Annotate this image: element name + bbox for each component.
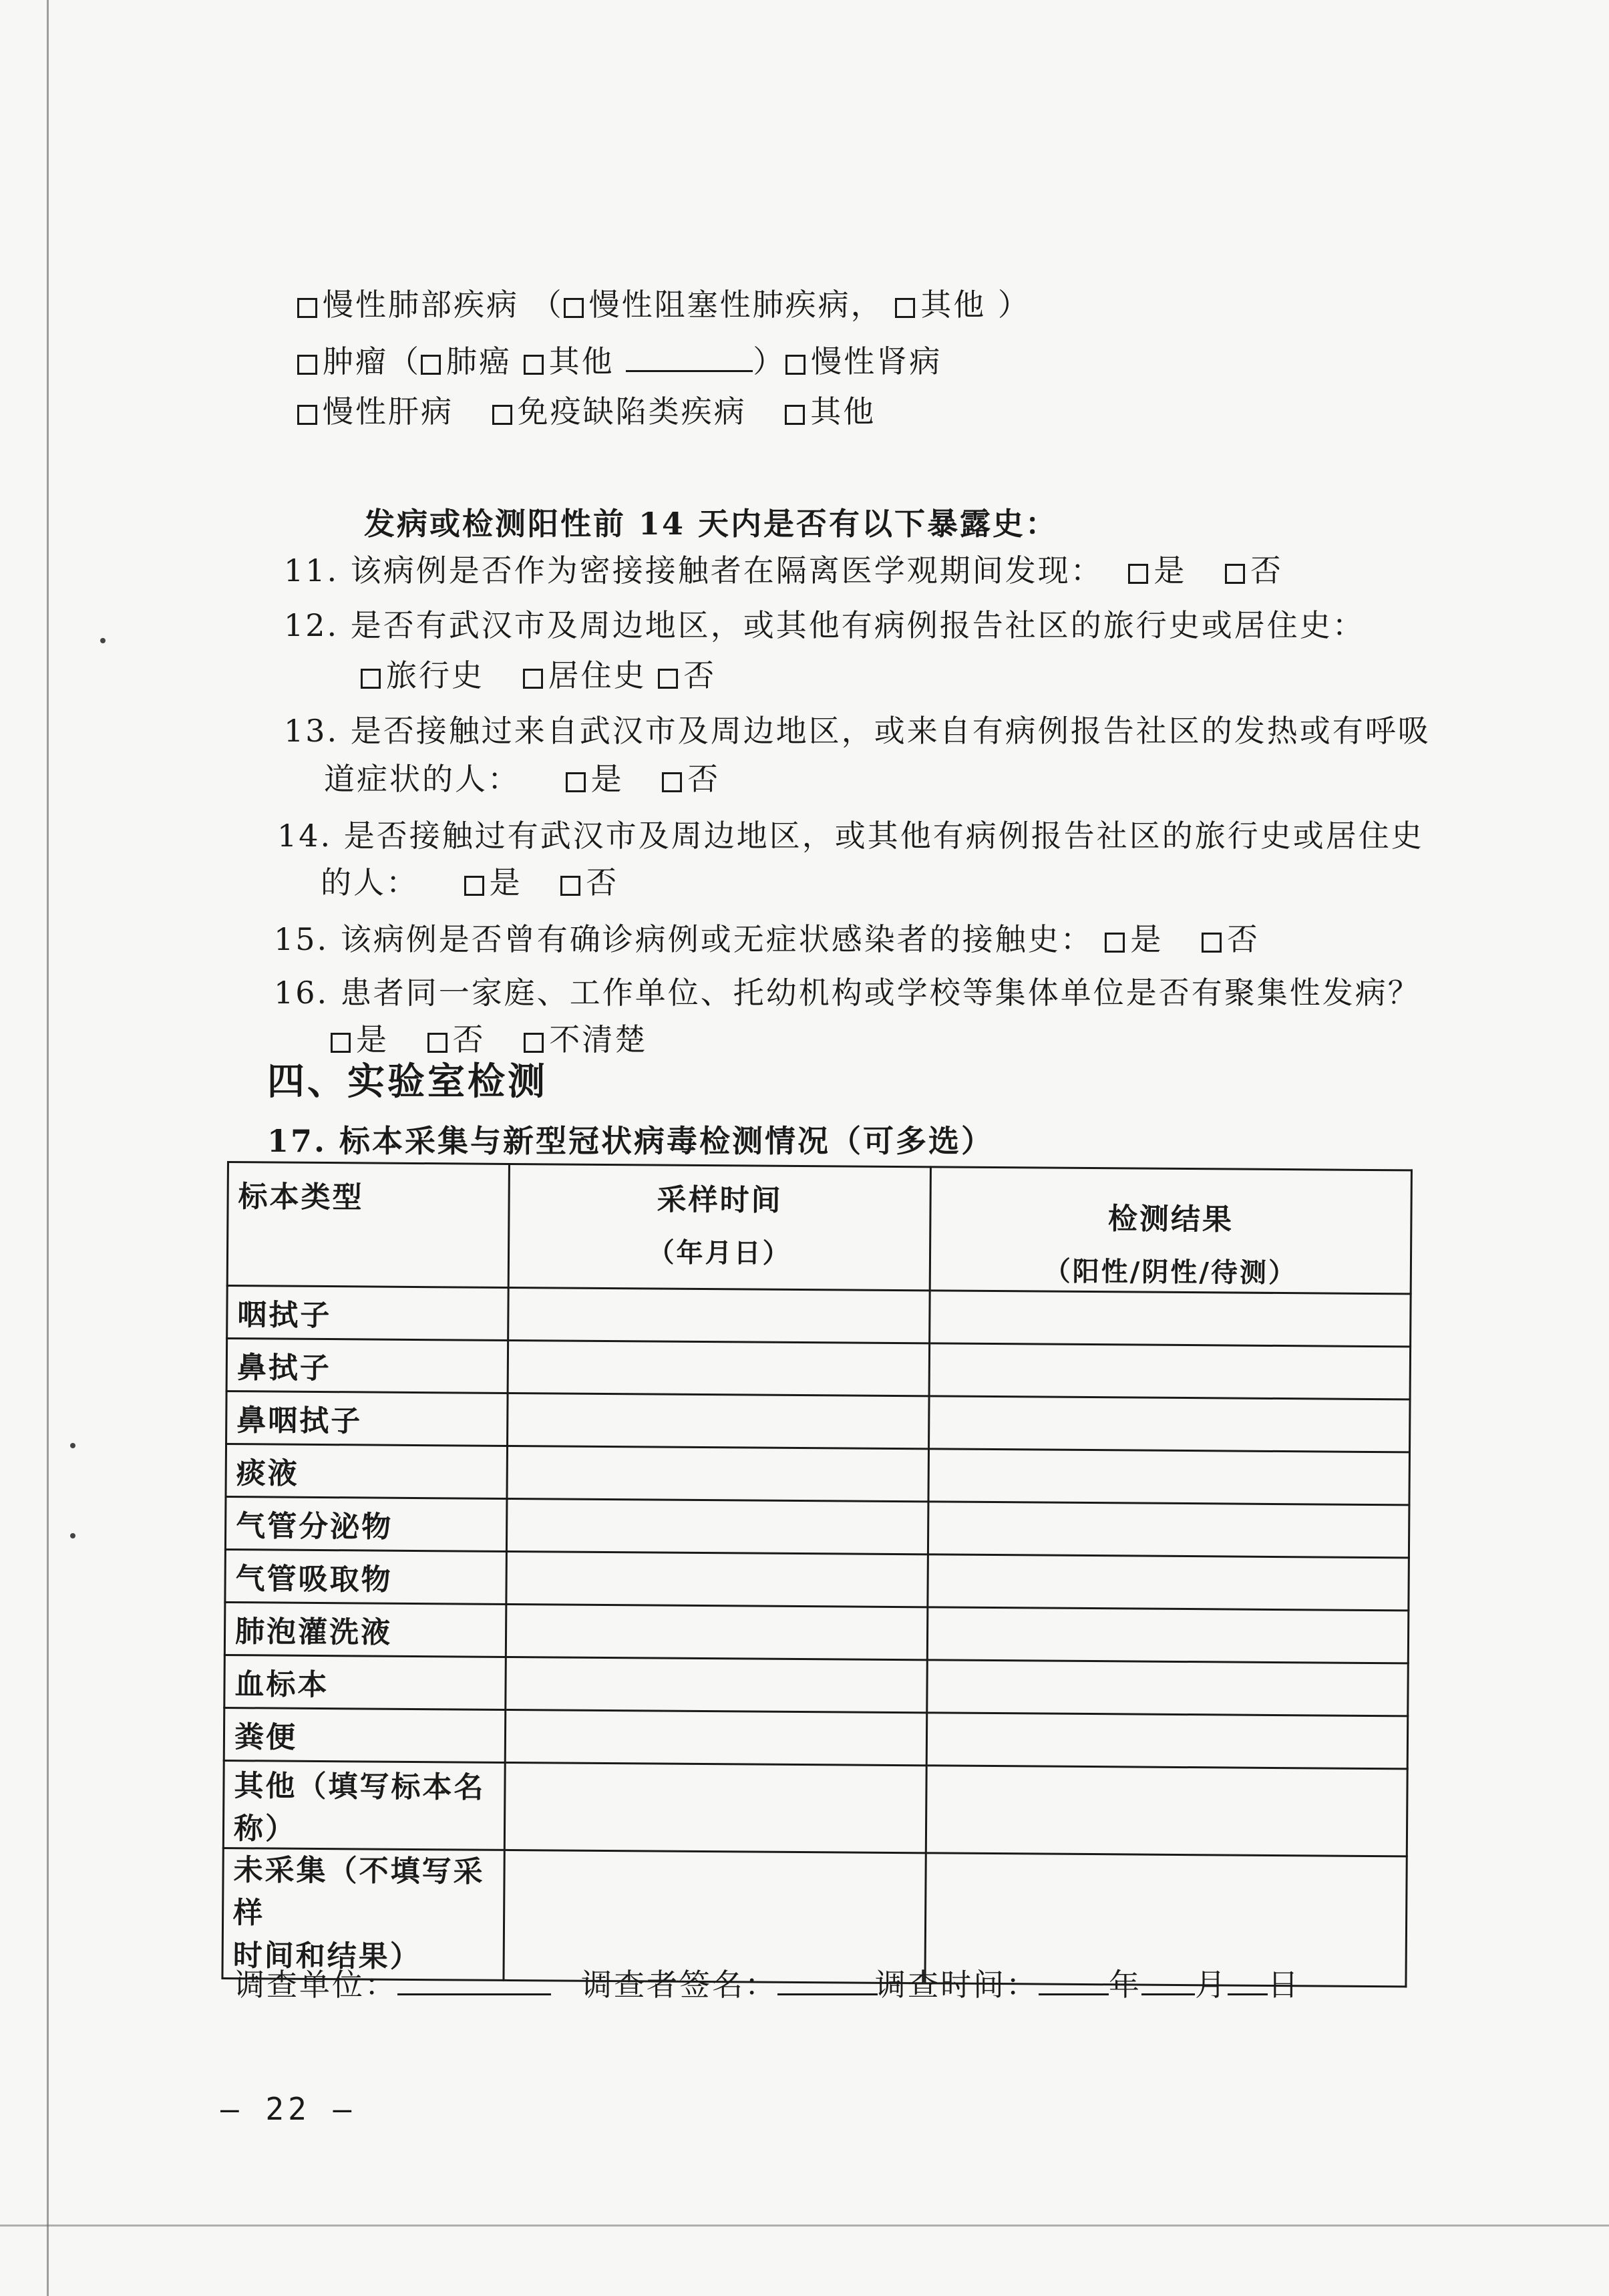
table-row — [226, 1444, 1410, 1505]
test-result-cell[interactable] — [926, 1766, 1407, 1856]
investigator-signature-blank[interactable] — [777, 1993, 878, 1995]
disease-line-1: 慢性肺部疾病 （ 慢性阻塞性肺疾病， 其他 ） — [297, 281, 1031, 325]
table-row — [224, 1707, 1408, 1768]
checkbox-travel[interactable] — [361, 669, 381, 689]
question-14: 14. 是否接触过有武汉市及周边地区，或其他有病例报告社区的旅行史或居住史 — [277, 818, 1424, 854]
sampling-time-cell[interactable] — [506, 1551, 928, 1607]
table-row — [226, 1339, 1411, 1400]
sampling-time-cell[interactable] — [506, 1657, 928, 1712]
test-result-cell[interactable] — [927, 1607, 1409, 1663]
col-specimen-type: 标本类型 — [227, 1162, 509, 1288]
question-16: 16. 患者同一家庭、工作单位、托幼机构或学校等集体单位是否有聚集性发病？ — [274, 975, 1421, 1011]
col-test-result: 检测结果 （阳性/阴性/待测） — [930, 1167, 1411, 1294]
checkbox-yes[interactable] — [566, 772, 586, 792]
sampling-time-cell[interactable] — [505, 1709, 927, 1765]
table-row — [227, 1286, 1411, 1347]
question-16-options: 是 否 不清楚 — [331, 1015, 647, 1059]
page-number: — 22 — — [220, 2091, 356, 2127]
checkbox[interactable] — [895, 298, 915, 318]
question-15: 15. 该病例是否曾有确诊病例或无症状感染者的接触史： 是 否 — [274, 921, 1260, 957]
specimen-label: 鼻咽拭子 — [226, 1391, 508, 1446]
test-result-cell[interactable] — [928, 1502, 1409, 1558]
checkbox[interactable] — [421, 355, 441, 375]
test-result-cell[interactable] — [927, 1660, 1409, 1716]
test-result-cell[interactable] — [929, 1396, 1411, 1452]
specimen-label: 肺泡灌洗液 — [224, 1602, 506, 1657]
checkbox[interactable] — [785, 405, 805, 425]
question-13: 13. 是否接触过来自武汉市及周边地区，或来自有病例报告社区的发热或有呼吸 — [284, 713, 1431, 749]
specimen-label: 痰液 — [226, 1444, 508, 1499]
checkbox[interactable] — [492, 405, 512, 425]
checkbox-no[interactable] — [560, 876, 580, 896]
checkbox[interactable] — [297, 405, 317, 425]
specimen-label: 未采集（不填写采样 时间和结果） — [222, 1848, 504, 1980]
scan-edge-bottom — [0, 2225, 1609, 2227]
question-14-line2: 的人： 是 否 — [321, 864, 619, 900]
checkbox-residence[interactable] — [523, 669, 543, 689]
test-result-cell[interactable] — [930, 1291, 1411, 1347]
sampling-time-cell[interactable] — [508, 1287, 930, 1343]
exposure-heading: 发病或检测阳性前 14 天内是否有以下暴露史： — [364, 506, 1059, 542]
specimen-label: 咽拭子 — [227, 1286, 509, 1341]
table-row — [224, 1602, 1409, 1663]
checkbox-unknown[interactable] — [524, 1033, 544, 1053]
survey-unit-field: 调查单位： — [234, 1961, 551, 2005]
table-header-row — [227, 1162, 1411, 1294]
sampling-time-cell[interactable] — [507, 1446, 929, 1501]
disease-line-2: 肿瘤（ 肺癌 其他 ） 慢性肾病 — [297, 337, 942, 381]
checkbox[interactable] — [297, 355, 317, 375]
table-row — [223, 1760, 1407, 1856]
year-blank[interactable] — [1039, 1993, 1109, 1995]
scan-speck — [100, 638, 106, 643]
investigator-field: 调查者签名： — [581, 1961, 878, 2005]
specimen-table — [221, 1161, 1413, 1987]
col-sampling-time: 采样时间 （年月日） — [508, 1164, 930, 1290]
checkbox-no[interactable] — [427, 1033, 448, 1053]
checkbox-yes[interactable] — [1128, 564, 1148, 584]
sampling-time-cell[interactable] — [506, 1498, 928, 1554]
specimen-label: 气管吸取物 — [225, 1549, 507, 1604]
test-result-cell[interactable] — [929, 1343, 1411, 1400]
scan-edge-left — [47, 0, 49, 2296]
sampling-time-cell[interactable] — [508, 1340, 930, 1396]
checkbox-yes[interactable] — [331, 1033, 351, 1053]
checkbox-no[interactable] — [1225, 564, 1245, 584]
sampling-time-cell[interactable] — [506, 1604, 928, 1659]
question-11: 11. 该病例是否作为密接接触者在隔离医学观期间发现： 是 否 — [284, 552, 1284, 589]
test-result-cell[interactable] — [926, 1713, 1408, 1769]
checkbox-no[interactable] — [662, 772, 682, 792]
section-title: 四、实验室检测 — [267, 1060, 548, 1104]
disease-line-3: 慢性肝病 免疫缺陷类疾病 其他 — [297, 387, 876, 432]
survey-date-field: 调查时间： 年 月 日 — [875, 1967, 1300, 2003]
question-12-options: 旅行史 居住史 否 — [361, 651, 716, 695]
question-12: 12. 是否有武汉市及周边地区，或其他有病例报告社区的旅行史或居住史： — [284, 607, 1365, 643]
checkbox[interactable] — [524, 355, 544, 375]
checkbox-yes[interactable] — [464, 876, 484, 896]
day-blank[interactable] — [1228, 1993, 1268, 1995]
specimen-label: 其他（填写标本名称） — [223, 1760, 505, 1850]
table-row — [225, 1496, 1409, 1557]
scan-speck — [70, 1443, 75, 1448]
survey-unit-blank[interactable] — [397, 1993, 551, 1995]
checkbox[interactable] — [564, 298, 584, 318]
fill-blank[interactable] — [626, 369, 753, 372]
table-row — [226, 1391, 1411, 1452]
checkbox-yes[interactable] — [1105, 933, 1125, 953]
checkbox[interactable] — [297, 298, 317, 318]
checkbox-no[interactable] — [658, 669, 678, 689]
specimen-label: 鼻拭子 — [226, 1339, 508, 1393]
question-13-line2: 道症状的人： 是 否 — [324, 761, 721, 797]
test-result-cell[interactable] — [928, 1449, 1410, 1505]
month-blank[interactable] — [1141, 1993, 1195, 1995]
specimen-label: 血标本 — [224, 1655, 506, 1709]
specimen-label: 气管分泌物 — [225, 1496, 507, 1551]
checkbox[interactable] — [785, 355, 806, 375]
specimen-label: 粪便 — [224, 1707, 506, 1762]
question-17: 17. 标本采集与新型冠状病毒检测情况（可多选） — [267, 1123, 995, 1159]
checkbox-no[interactable] — [1202, 933, 1222, 953]
test-result-cell[interactable] — [928, 1554, 1409, 1611]
table-row — [224, 1655, 1409, 1715]
scan-speck — [70, 1533, 75, 1538]
sampling-time-cell[interactable] — [504, 1762, 926, 1852]
table-row — [225, 1549, 1409, 1610]
sampling-time-cell[interactable] — [508, 1393, 930, 1448]
